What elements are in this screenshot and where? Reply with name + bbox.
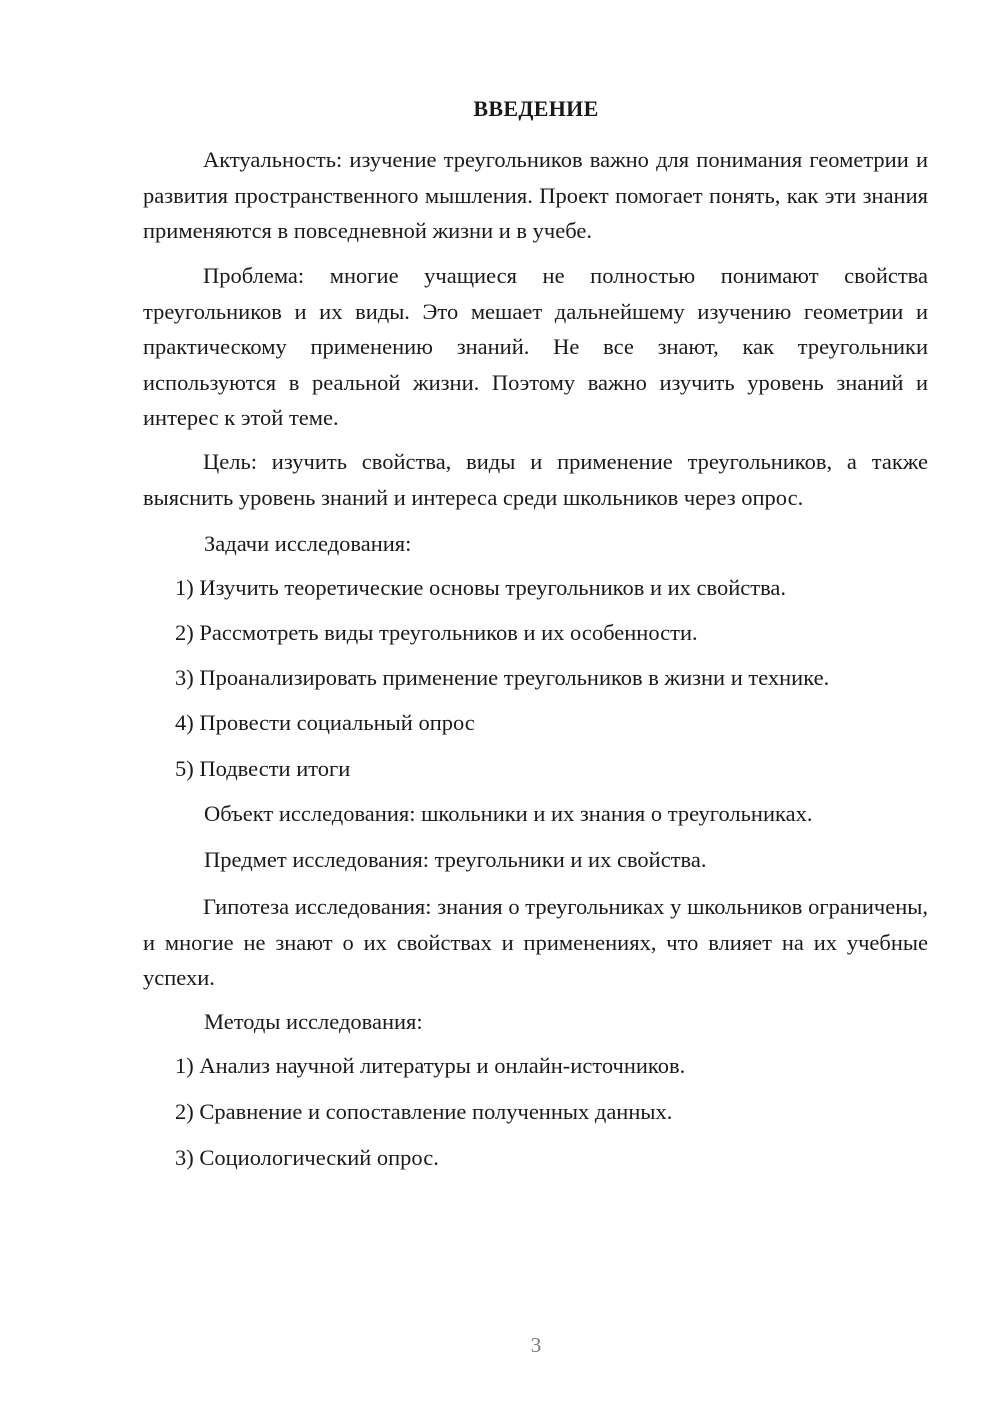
task-item-4: 4) Провести социальный опрос <box>175 710 475 735</box>
method-item-1: 1) Анализ научной литературы и онлайн-источников. <box>175 1053 686 1078</box>
object-paragraph: Объект исследования: школьники и их знания о треугольниках. <box>204 801 813 826</box>
problem-text: Проблема: многие учащиеся не полностью понимают свойства треугольников и их виды. Это мешает дальнейшему изучению геометрии и практическому применению знаний. Не все знают, как треугольники используются в реальной жизни. Поэтому важно изучить уровень знаний и интерес к этой теме. <box>143 263 928 430</box>
page-number: 3 <box>530 1333 542 1357</box>
subject-paragraph: Предмет исследования: треугольники и их свойства. <box>204 847 707 872</box>
page-title: ВВЕДЕНИЕ <box>473 96 599 121</box>
relevance-text: Актуальность: изучение треугольников важно для понимания геометрии и развития пространственного мышления. Проект помогает понять, как эти знания применяются в повседневной жизни и в учебе. <box>143 147 928 243</box>
task-item-5: 5) Подвести итоги <box>175 756 351 781</box>
method-item-3: 3) Социологический опрос. <box>175 1145 439 1170</box>
task-item-3: 3) Проанализировать применение треугольников в жизни и технике. <box>175 665 830 690</box>
task-item-2: 2) Рассмотреть виды треугольников и их особенности. <box>175 620 698 645</box>
problem-paragraph <box>143 258 928 436</box>
task-item-1: 1) Изучить теоретические основы треугольников и их свойства. <box>175 575 787 600</box>
goal-text: Цель: изучить свойства, виды и применение треугольников, а также выяснить уровень знаний и интереса среди школьников через опрос. <box>143 449 928 510</box>
relevance-paragraph <box>143 142 928 249</box>
hypothesis-paragraph <box>143 889 928 996</box>
tasks-heading: Задачи исследования: <box>204 531 412 556</box>
goal-paragraph <box>143 444 928 515</box>
method-item-2: 2) Сравнение и сопоставление полученных данных. <box>175 1099 673 1124</box>
hypothesis-text: Гипотеза исследования: знания о треугольниках у школьников ограничены, и многие не знают о их свойствах и применениях, что влияет на их учебные успехи. <box>143 894 928 990</box>
methods-heading: Методы исследования: <box>204 1009 423 1034</box>
